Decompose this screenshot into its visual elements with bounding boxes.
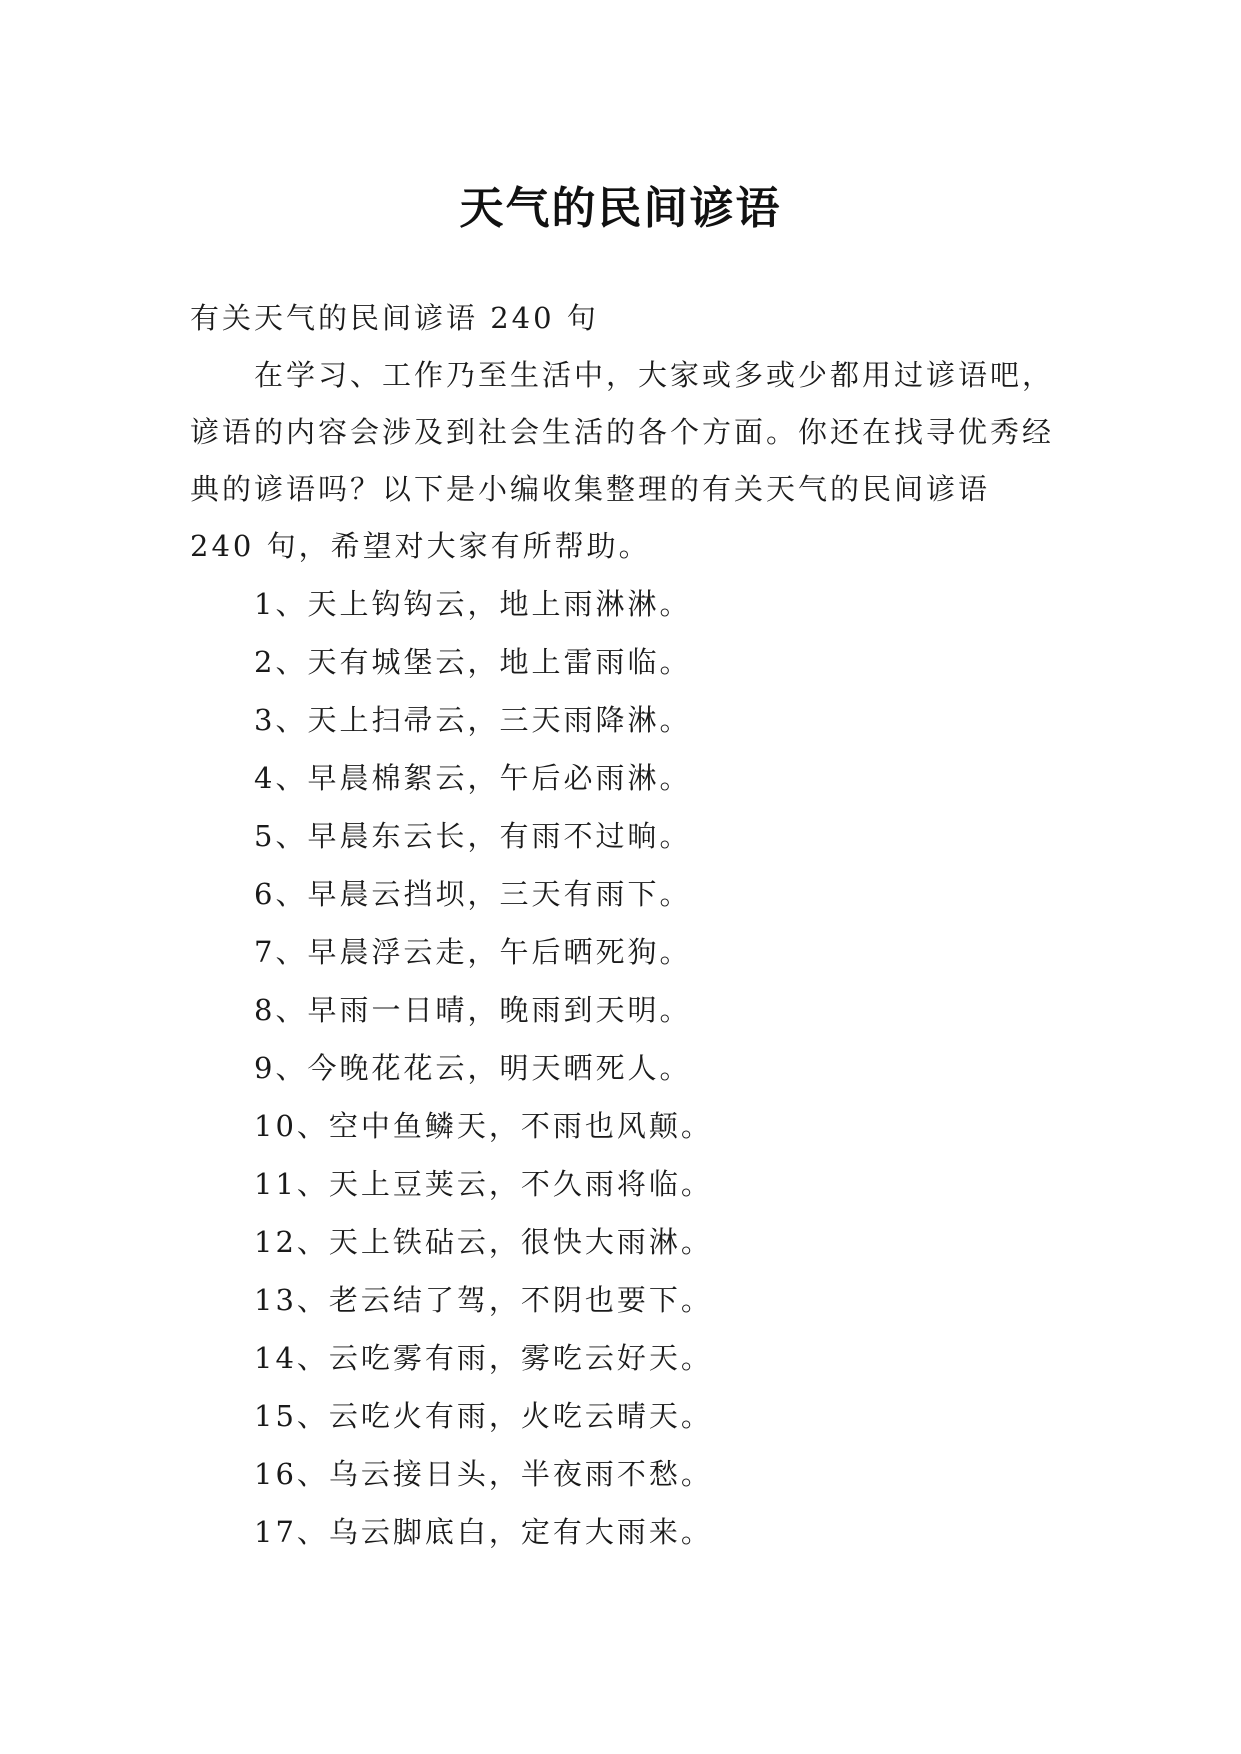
saying-item: 14、云吃雾有雨，雾吃云好天。 xyxy=(254,1341,713,1375)
saying-item: 17、乌云脚底白，定有大雨来。 xyxy=(254,1515,713,1549)
document-subtitle: 有关天气的民间谚语 240 句 xyxy=(190,301,599,335)
saying-item: 16、乌云接日头，半夜雨不愁。 xyxy=(254,1457,713,1491)
saying-item: 7、早晨浮云走，午后晒死狗。 xyxy=(254,935,692,969)
saying-item: 5、早晨东云长，有雨不过晌。 xyxy=(254,819,692,853)
saying-item: 8、早雨一日晴，晚雨到天明。 xyxy=(254,993,692,1027)
saying-item: 4、早晨棉絮云，午后必雨淋。 xyxy=(254,761,692,795)
saying-item: 10、空中鱼鳞天，不雨也风颠。 xyxy=(254,1109,713,1143)
saying-item: 9、今晚花花云，明天晒死人。 xyxy=(254,1051,692,1085)
saying-item: 2、天有城堡云，地上雷雨临。 xyxy=(254,645,692,679)
saying-item: 15、云吃火有雨，火吃云晴天。 xyxy=(254,1399,713,1433)
sayings-list xyxy=(190,575,1055,1561)
intro-paragraph: 在学习、工作乃至生活中，大家或多或少都用过谚语吧，谚语的内容会涉及到社会生活的各个方面。你还在找寻优秀经典的谚语吗？以下是小编收集整理的有关天气的民间谚语 240 句，希望对大家有所帮助。 xyxy=(190,358,1055,563)
saying-item: 3、天上扫帚云，三天雨降淋。 xyxy=(254,703,692,737)
saying-item: 1、天上钩钩云，地上雨淋淋。 xyxy=(254,587,692,621)
saying-item: 11、天上豆荚云，不久雨将临。 xyxy=(254,1167,713,1201)
saying-item: 6、早晨云挡坝，三天有雨下。 xyxy=(254,877,692,911)
document-body xyxy=(190,290,1055,1561)
page-title: 天气的民间谚语 xyxy=(459,183,782,235)
saying-item: 13、老云结了驾，不阴也要下。 xyxy=(254,1283,713,1317)
saying-item: 12、天上铁砧云，很快大雨淋。 xyxy=(254,1225,713,1259)
